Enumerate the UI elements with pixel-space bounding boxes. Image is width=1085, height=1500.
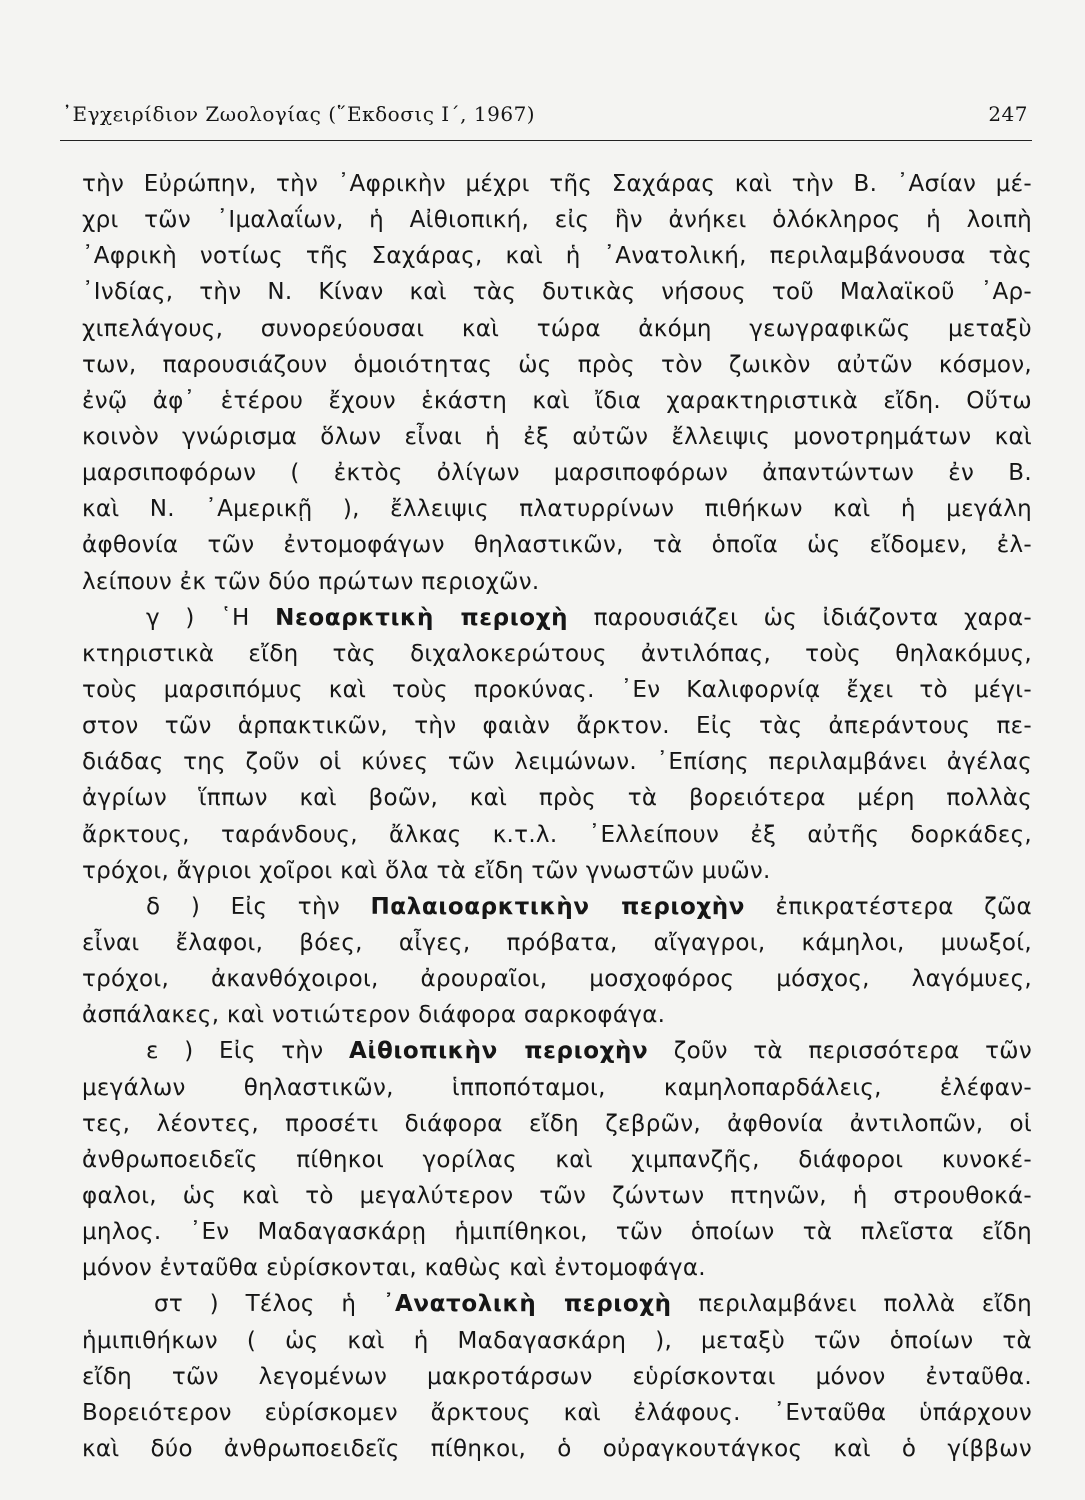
text-line: καὶ Ν. ᾽Αμερικῇ ), ἔλλειψις πλατυρρίνων πιθήκων καὶ ἡ μεγάλη	[82, 496, 1032, 523]
text-line: ἀφθονία τῶν ἐντομοφάγων θηλαστικῶν, τὰ ὁποῖα ὡς εἴδομεν, ἐλ-	[82, 532, 1032, 559]
text-line: χιπελάγους, συνορεύουσαι καὶ τώρα ἀκόμη γεωγραφικῶς μεταξὺ	[82, 315, 1032, 342]
page-number: 247	[988, 102, 1028, 126]
text-line: τρόχοι, ἀκανθόχοιροι, ἀρουραῖοι, μοσχοφόρος μόσχος, λαγόμυες,	[82, 966, 1032, 993]
text-line: των, παρουσιάζουν ὁμοιότητας ὡς πρὸς τὸν ζωικὸν αὐτῶν κόσμον,	[82, 351, 1032, 378]
text-line: ᾽Αφρικὴ νοτίως τῆς Σαχάρας, καὶ ἡ ᾽Ανατολική, περιλαμβάνουσα τὰς	[82, 243, 1032, 270]
text-line: ἀγρίων ἵππων καὶ βοῶν, καὶ πρὸς τὰ βορειότερα μέρη πολλὰς	[82, 785, 1032, 812]
text-line: μεγάλων θηλαστικῶν, ἱπποπόταμοι, καμηλοπαρδάλεις, ἐλέφαν-	[82, 1074, 1032, 1101]
header-rule	[60, 140, 1032, 141]
text-line: ἄρκτους, ταράνδους, ἄλκας κ.τ.λ. ᾽Ελλείπουν ἐξ αὐτῆς δορκάδες,	[82, 821, 1032, 848]
text-line: διάδας της ζοῦν οἱ κύνες τῶν λειμώνων. ᾽Επίσης περιλαμβάνει ἀγέλας	[82, 749, 1032, 776]
text-line: χρι τῶν ᾽Ιμαλαΐων, ἡ Αἰθιοπική, εἰς ἣν ἀνήκει ὁλόκληρος ἡ λοιπὴ	[82, 207, 1032, 234]
text-line: λείπουν ἐκ τῶν δύο πρώτων περιοχῶν.	[82, 568, 540, 595]
text-line: καὶ δύο ἀνθρωποειδεῖς πίθηκοι, ὁ οὐραγκουτάγκος καὶ ὁ γίββων	[82, 1435, 1032, 1462]
text-line: ἐνῷ ἀφ᾽ ἑτέρου ἔχουν ἑκάστη καὶ ἴδια χαρακτηριστικὰ εἴδη. Οὕτω	[82, 387, 1032, 414]
region-name-ethiopian: Αἰθιοπικὴν περιοχὴν	[348, 1038, 649, 1065]
text-line: ἀνθρωποειδεῖς πίθηκοι γορίλας καὶ χιμπανζῆς, διάφοροι κυνοκέ-	[82, 1146, 1032, 1173]
text-line: εἶναι ἔλαφοι, βόες, αἶγες, πρόβατα, αἴγαγροι, κάμηλοι, μυωξοί,	[82, 929, 1032, 956]
text-line: μόνον ἐνταῦθα εὑρίσκονται, καθὼς καὶ ἐντομοφάγα.	[82, 1255, 706, 1282]
body-text	[82, 166, 1032, 1467]
running-title: ᾽Εγχειρίδιον Ζωολογίας (῞Εκδοσις Ι΄, 1967)	[62, 102, 536, 126]
text-line: κτηριστικὰ εἴδη τὰς διχαλοκερώτους ἀντιλόπας, τοὺς θηλακόμυς,	[82, 640, 1032, 667]
text-line: ᾽Ινδίας, τὴν Ν. Κίναν καὶ τὰς δυτικὰς νήσους τοῦ Μαλαϊκοῦ ᾽Αρ-	[82, 279, 1032, 306]
text-line: φαλοι, ὡς καὶ τὸ μεγαλύτερον τῶν ζώντων πτηνῶν, ἡ στρουθοκά-	[82, 1182, 1032, 1209]
region-name-oriental: ᾽Ανατολικὴ περιοχὴ	[382, 1291, 672, 1318]
text-line: τοὺς μαρσιπόμυς καὶ τοὺς προκύνας. ᾽Εν Καλιφορνίᾳ ἔχει τὸ μέγι-	[82, 676, 1032, 703]
text-line: εἴδη τῶν λεγομένων μακροτάρσων εὑρίσκονται μόνον ἐνταῦθα.	[82, 1363, 1032, 1390]
section-heading-line: ε ) Εἰς τὴν Αἰθιοπικὴν περιοχὴν ζοῦν τὰ περισσότερα τῶν	[146, 1038, 1032, 1065]
text-line: ἀσπάλακες, καὶ νοτιώτερον διάφορα σαρκοφάγα.	[82, 1002, 666, 1029]
section-heading-line: δ ) Εἰς τὴν Παλαιοαρκτικὴν περιοχὴν ἐπικρατέστερα ζῶα	[146, 893, 1032, 920]
text-line: Βορειότερον εὑρίσκομεν ἄρκτους καὶ ἐλάφους. ᾽Ενταῦθα ὑπάρχουν	[82, 1399, 1032, 1426]
section-heading-line: στ ) Τέλος ἡ ᾽Ανατολικὴ περιοχὴ περιλαμβάνει πολλὰ εἴδη	[154, 1291, 1032, 1318]
text-line: τες, λέοντες, προσέτι διάφορα εἴδη ζεβρῶν, ἀφθονία ἀντιλοπῶν, οἱ	[82, 1110, 1032, 1137]
text-line: μηλος. ᾽Εν Μαδαγασκάρῃ ἡμιπίθηκοι, τῶν ὁποίων τὰ πλεῖστα εἴδη	[82, 1219, 1032, 1246]
text-line: ἡμιπιθήκων ( ὡς καὶ ἡ Μαδαγασκάρη ), μεταξὺ τῶν ὁποίων τὰ	[82, 1327, 1032, 1354]
text-line: κοινὸν γνώρισμα ὅλων εἶναι ἡ ἐξ αὐτῶν ἔλλειψις μονοτρημάτων καὶ	[82, 423, 1032, 450]
text-line: τὴν Εὐρώπην, τὴν ᾽Αφρικὴν μέχρι τῆς Σαχάρας καὶ τὴν Β. ᾽Ασίαν μέ-	[82, 171, 1032, 197]
region-name-nearctic: Νεοαρκτικὴ περιοχὴ	[275, 604, 569, 631]
region-name-palearctic: Παλαιοαρκτικὴν περιοχὴν	[370, 893, 746, 920]
running-header	[62, 98, 1028, 134]
text-line: στον τῶν ἁρπακτικῶν, τὴν φαιὰν ἄρκτον. Εἰς τὰς ἀπεράντους πε-	[82, 713, 1032, 740]
text-line: τρόχοι, ἄγριοι χοῖροι καὶ ὅλα τὰ εἴδη τῶν γνωστῶν μυῶν.	[82, 857, 771, 884]
section-heading-line: γ ) ῾Η Νεοαρκτικὴ περιοχὴ παρουσιάζει ὡς ἰδιάζοντα χαρα-	[146, 604, 1033, 631]
text-line: μαρσιποφόρων ( ἐκτὸς ὀλίγων μαρσιποφόρων ἀπαντώντων ἐν Β.	[82, 460, 1032, 487]
